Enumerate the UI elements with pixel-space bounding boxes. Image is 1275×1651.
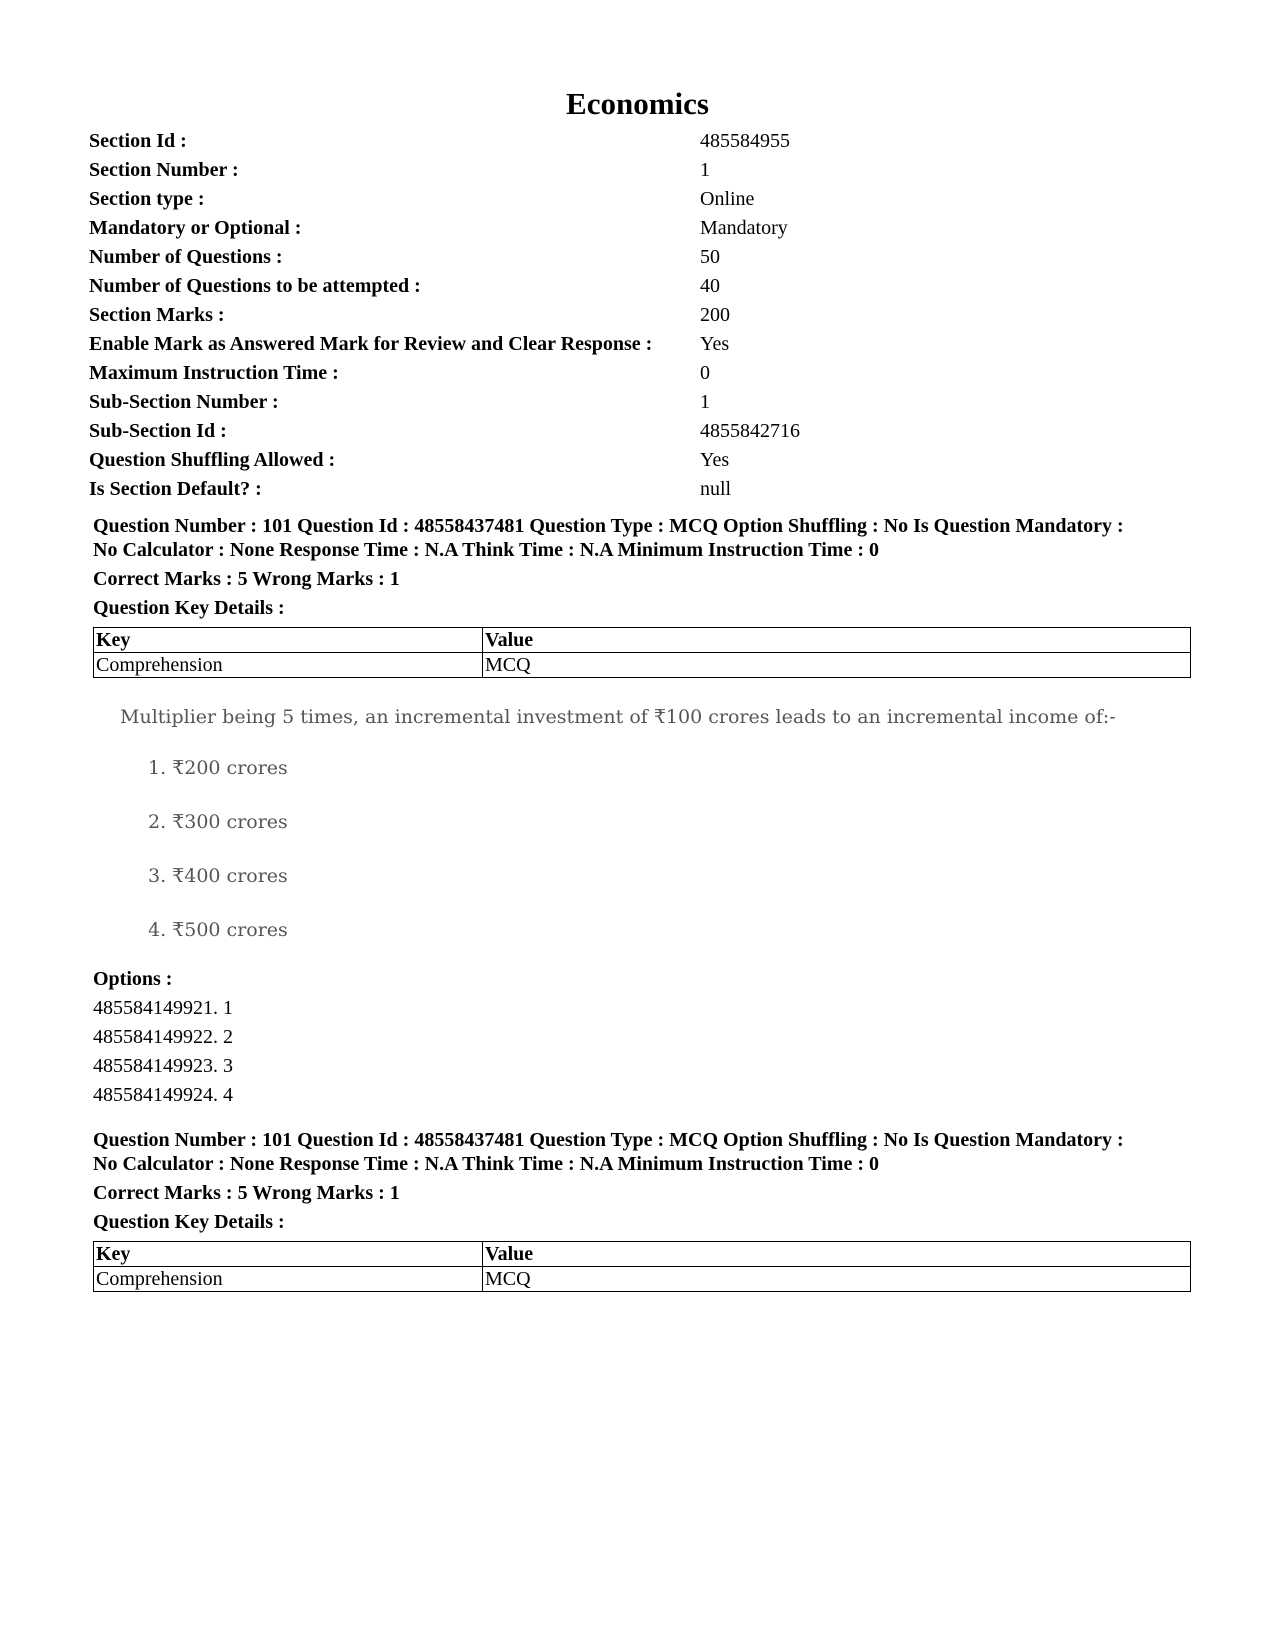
- option-line: 485584149921. 1: [93, 997, 233, 1019]
- question-choice: 4. ₹500 crores: [148, 919, 288, 941]
- value-column-header: Value: [483, 1242, 1191, 1267]
- info-value: 4855842716: [700, 420, 800, 442]
- info-value: 1: [700, 159, 710, 181]
- question-choice: 1. ₹200 crores: [148, 757, 288, 779]
- info-value: 485584955: [700, 130, 790, 152]
- question-content: [93, 702, 1193, 945]
- info-label: Sub-Section Number :: [89, 391, 279, 413]
- question-block: [93, 514, 1193, 1110]
- options-label: Options :: [93, 968, 173, 990]
- question-header-line2: No Calculator : None Response Time : N.A Think Time : N.A Minimum Instruction Time : 0: [93, 539, 879, 561]
- info-row: [89, 214, 800, 243]
- question-marks: Correct Marks : 5 Wrong Marks : 1: [93, 1182, 400, 1204]
- info-value: 50: [700, 246, 720, 268]
- info-row: [89, 301, 800, 330]
- info-value: Yes: [700, 449, 730, 471]
- info-row: [89, 185, 800, 214]
- info-value: Yes: [700, 333, 730, 355]
- section-info-table: [89, 127, 800, 504]
- key-column-header: Key: [94, 1242, 483, 1267]
- info-label: Question Shuffling Allowed :: [89, 449, 336, 471]
- value-cell: MCQ: [483, 1267, 1191, 1292]
- key-table-row: [94, 653, 1191, 678]
- page-title: Economics: [566, 86, 709, 121]
- info-row: [89, 156, 800, 185]
- info-row: [89, 475, 800, 504]
- info-value: 40: [700, 275, 720, 297]
- info-label: Is Section Default? :: [89, 478, 262, 500]
- key-details-table: [93, 627, 1191, 678]
- key-table-header: [94, 1242, 1191, 1267]
- info-row: [89, 417, 800, 446]
- info-label: Section type :: [89, 188, 205, 210]
- info-row: [89, 446, 800, 475]
- key-cell: Comprehension: [94, 653, 483, 678]
- key-details-label: Question Key Details :: [93, 1211, 285, 1233]
- info-row: [89, 359, 800, 388]
- info-row: [89, 330, 800, 359]
- info-label: Number of Questions :: [89, 246, 283, 268]
- info-label: Mandatory or Optional :: [89, 217, 302, 239]
- question-header-line1: Question Number : 101 Question Id : 48558437481 Question Type : MCQ Option Shuffling : No Is Question Mandatory :: [93, 515, 1124, 537]
- info-label: Enable Mark as Answered Mark for Review and Clear Response :: [89, 333, 653, 355]
- info-value: Online: [700, 188, 755, 210]
- info-label: Sub-Section Id :: [89, 420, 227, 442]
- info-value: Mandatory: [700, 217, 788, 239]
- info-label: Section Id :: [89, 130, 187, 152]
- key-cell: Comprehension: [94, 1267, 483, 1292]
- info-row: [89, 127, 800, 156]
- option-line: 485584149923. 3: [93, 1055, 233, 1077]
- question-header-line1: Question Number : 101 Question Id : 48558437481 Question Type : MCQ Option Shuffling : No Is Question Mandatory :: [93, 1129, 1124, 1151]
- info-row: [89, 388, 800, 417]
- info-label: Number of Questions to be attempted :: [89, 275, 421, 297]
- info-value: 200: [700, 304, 730, 326]
- option-line: 485584149922. 2: [93, 1026, 233, 1048]
- key-table-row: [94, 1267, 1191, 1292]
- info-value: null: [700, 478, 732, 500]
- option-line: 485584149924. 4: [93, 1084, 233, 1106]
- info-row: [89, 272, 800, 301]
- info-value: 1: [700, 391, 710, 413]
- question-header-line2: No Calculator : None Response Time : N.A Think Time : N.A Minimum Instruction Time : 0: [93, 1153, 879, 1175]
- value-cell: MCQ: [483, 653, 1191, 678]
- question-block: [93, 1128, 1193, 1292]
- question-text: Multiplier being 5 times, an incremental investment of ₹100 crores leads to an incremental income of:-: [120, 706, 1116, 728]
- key-table-header: [94, 628, 1191, 653]
- value-column-header: Value: [483, 628, 1191, 653]
- question-choice: 2. ₹300 crores: [148, 811, 288, 833]
- info-label: Maximum Instruction Time :: [89, 362, 339, 384]
- question-choice: 3. ₹400 crores: [148, 865, 288, 887]
- key-details-label: Question Key Details :: [93, 597, 285, 619]
- info-label: Section Marks :: [89, 304, 225, 326]
- info-label: Section Number :: [89, 159, 239, 181]
- key-column-header: Key: [94, 628, 483, 653]
- info-value: 0: [700, 362, 710, 384]
- key-details-table: [93, 1241, 1191, 1292]
- info-row: [89, 243, 800, 272]
- question-marks: Correct Marks : 5 Wrong Marks : 1: [93, 568, 400, 590]
